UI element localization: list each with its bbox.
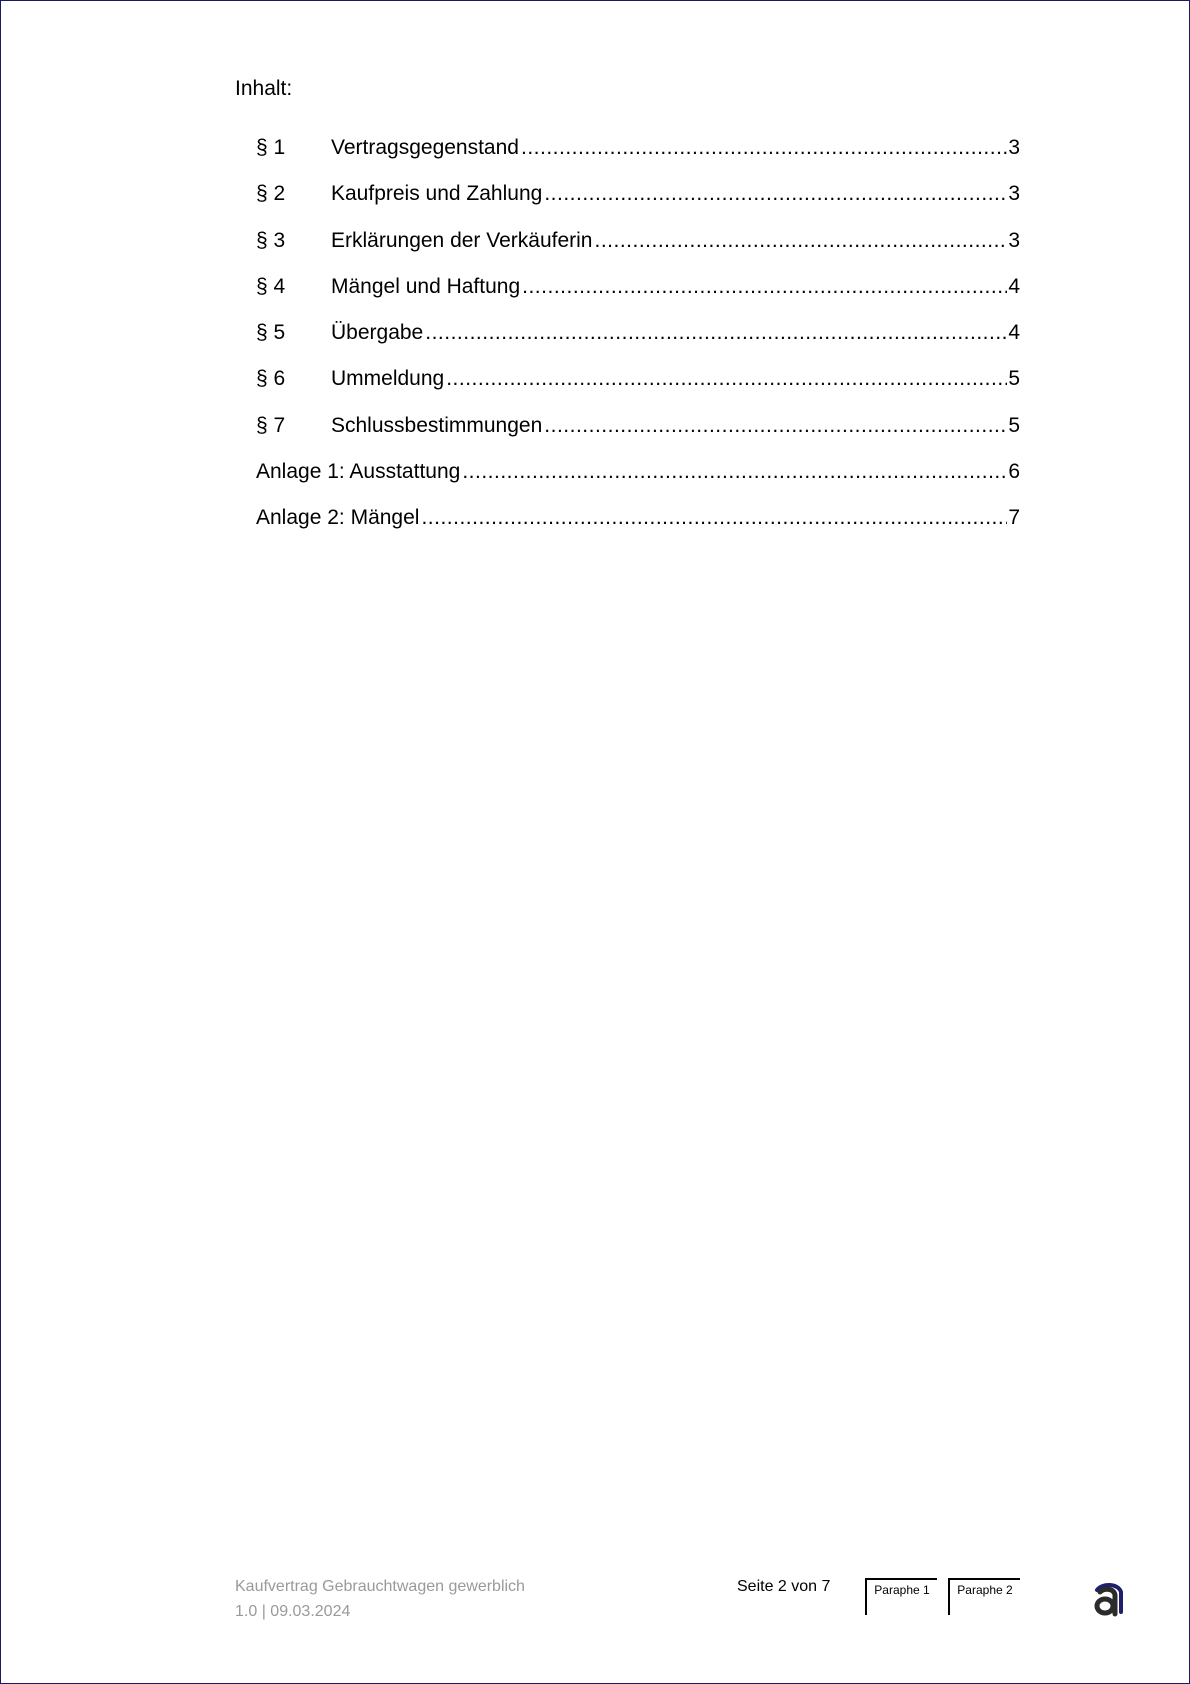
toc-entry[interactable] bbox=[256, 227, 1020, 273]
toc-entry-title: Mängel und Haftung bbox=[331, 274, 521, 298]
toc-dot-leader bbox=[544, 412, 1007, 440]
toc-dot-leader bbox=[425, 319, 1007, 347]
footer-version-date: 1.0 | 09.03.2024 bbox=[235, 1603, 351, 1620]
toc-entry-page: 5 bbox=[1008, 367, 1020, 391]
toc-dot-leader bbox=[522, 273, 1007, 301]
toc-entry-number: § 6 bbox=[256, 367, 286, 391]
toc-entry-number: § 3 bbox=[256, 228, 286, 252]
toc-dot-leader bbox=[446, 365, 1007, 393]
toc-entry-title: Schlussbestimmungen bbox=[331, 413, 543, 437]
toc-entry[interactable] bbox=[256, 365, 1020, 411]
toc-entry-page: 4 bbox=[1008, 321, 1020, 345]
toc-entry-annex[interactable] bbox=[256, 504, 1020, 550]
toc-entry[interactable] bbox=[256, 319, 1020, 365]
toc-entry-title: Erklärungen der Verkäuferin bbox=[331, 228, 593, 252]
footer-document-title: Kaufvertrag Gebrauchtwagen gewerblich bbox=[235, 1578, 525, 1595]
toc-dot-leader bbox=[462, 458, 1007, 486]
toc-entry[interactable] bbox=[256, 180, 1020, 226]
paraphe-box-2 bbox=[948, 1578, 1020, 1615]
toc-dot-leader bbox=[421, 504, 1007, 532]
toc-entry-number: § 4 bbox=[256, 274, 286, 298]
brand-a-icon bbox=[1088, 1578, 1128, 1618]
toc-entry[interactable] bbox=[256, 412, 1020, 458]
toc-entry-page: 4 bbox=[1008, 274, 1020, 298]
toc-entry-title: Kaufpreis und Zahlung bbox=[331, 182, 543, 206]
toc-dot-leader bbox=[595, 227, 1008, 255]
toc-entry-annex[interactable] bbox=[256, 458, 1020, 504]
toc-entry-title: Übergabe bbox=[331, 321, 424, 345]
toc-entry-number: § 7 bbox=[256, 413, 286, 437]
toc-entry[interactable] bbox=[256, 273, 1020, 319]
toc-entry[interactable] bbox=[256, 134, 1020, 180]
paraphe-label: Paraphe 1 bbox=[874, 1583, 930, 1597]
toc-entry-page: 3 bbox=[1008, 136, 1020, 159]
toc-entry-page: 5 bbox=[1008, 413, 1020, 437]
toc-entry-page: 3 bbox=[1008, 228, 1020, 252]
toc-entry-number: § 5 bbox=[256, 321, 286, 345]
toc-entry-title: Ummeldung bbox=[331, 367, 445, 391]
paraphe-label: Paraphe 2 bbox=[957, 1583, 1013, 1597]
paraphe-box-1 bbox=[865, 1578, 937, 1615]
toc-entry-page: 3 bbox=[1008, 182, 1020, 206]
toc-dot-leader bbox=[544, 180, 1007, 208]
toc-entry-number: § 1 bbox=[256, 136, 286, 159]
footer-page-indicator: Seite 2 von 7 bbox=[737, 1578, 831, 1595]
toc-heading: Inhalt: bbox=[235, 77, 293, 100]
table-of-contents bbox=[256, 134, 1020, 551]
toc-entry-page: 7 bbox=[1008, 506, 1020, 530]
toc-entry-page: 6 bbox=[1008, 460, 1020, 484]
toc-dot-leader bbox=[521, 134, 1007, 162]
toc-entry-title: Vertragsgegenstand bbox=[331, 136, 519, 159]
toc-entry-number: § 2 bbox=[256, 182, 286, 206]
toc-entry-title: Anlage 2: Mängel bbox=[256, 506, 420, 530]
toc-entry-title: Anlage 1: Ausstattung bbox=[256, 460, 461, 484]
